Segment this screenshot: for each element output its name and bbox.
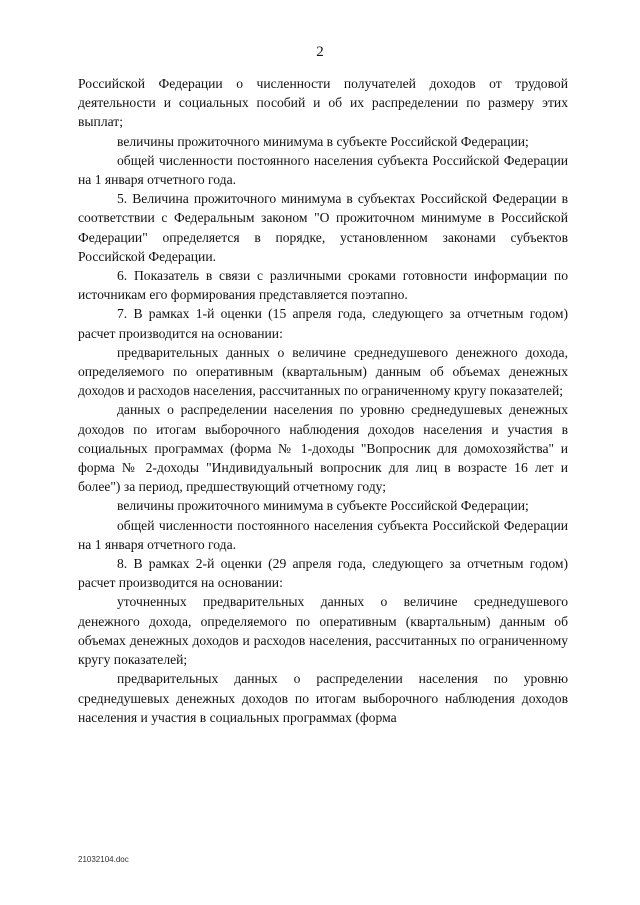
paragraph: 7. В рамках 1-й оценки (15 апреля года, следующего за отчетным годом) расчет производится на основании: [78,306,568,341]
paragraph: величины прожиточного минимума в субъекте Российской Федерации; [117,133,529,149]
paragraph: данных о распределении населения по уровню среднедушевых денежных доходов по итогам выборочного наблюдения доходов населения и участия в социальных программах (форма № 1-доходы "Вопросник для домохозяйства" и форма № 2-доходы "Индивидуальный вопросник для лиц в возрасте 16 лет и более") за период, предшествующий отчетному году; [78,402,568,495]
footer-filename: 21032104.doc [78,855,129,864]
page-number: 2 [316,44,324,60]
paragraph: предварительных данных о величине среднедушевого денежного дохода, определяемого по оперативным (квартальным) данным об объемах денежных доходов и расходов населения, рассчитанных по ограниченному кругу показателей; [78,344,568,399]
paragraph: 6. Показатель в связи с различными сроками готовности информации по источникам его формирования представляется поэтапно. [78,268,568,303]
body-text [78,74,568,727]
paragraph: общей численности постоянного населения субъекта Российской Федерации на 1 января отчетного года. [78,152,568,188]
paragraph: Российской Федерации о численности получателей доходов от трудовой деятельности и социальных пособий и об их распределении по размеру этих выплат; [78,76,568,130]
paragraph: 5. Величина прожиточного минимума в субъектах Российской Федерации в соответствии с Федеральным законом "О прожиточном минимуме в Российской Федерации" определяется в порядке, установленном законами субъектов Российской Федерации. [78,191,568,264]
paragraph: предварительных данных о распределении населения по уровню среднедушевых денежных доходов по итогам выборочного наблюдения доходов населения и участия в социальных программах (форма [78,671,568,725]
paragraph: 8. В рамках 2-й оценки (29 апреля года, следующего за отчетным годом) расчет производится на основании: [78,556,568,591]
paragraph: уточненных предварительных данных о величине среднедушевого денежного дохода, определяемого по оперативным (квартальным) данным об объемах денежных доходов и расходов населения, рассчитанных по ограниченному кругу показателей; [78,594,568,668]
paragraph: общей численности постоянного населения субъекта Российской Федерации на 1 января отчетного года. [78,517,568,552]
paragraph: величины прожиточного минимума в субъекте Российской Федерации; [117,498,529,514]
